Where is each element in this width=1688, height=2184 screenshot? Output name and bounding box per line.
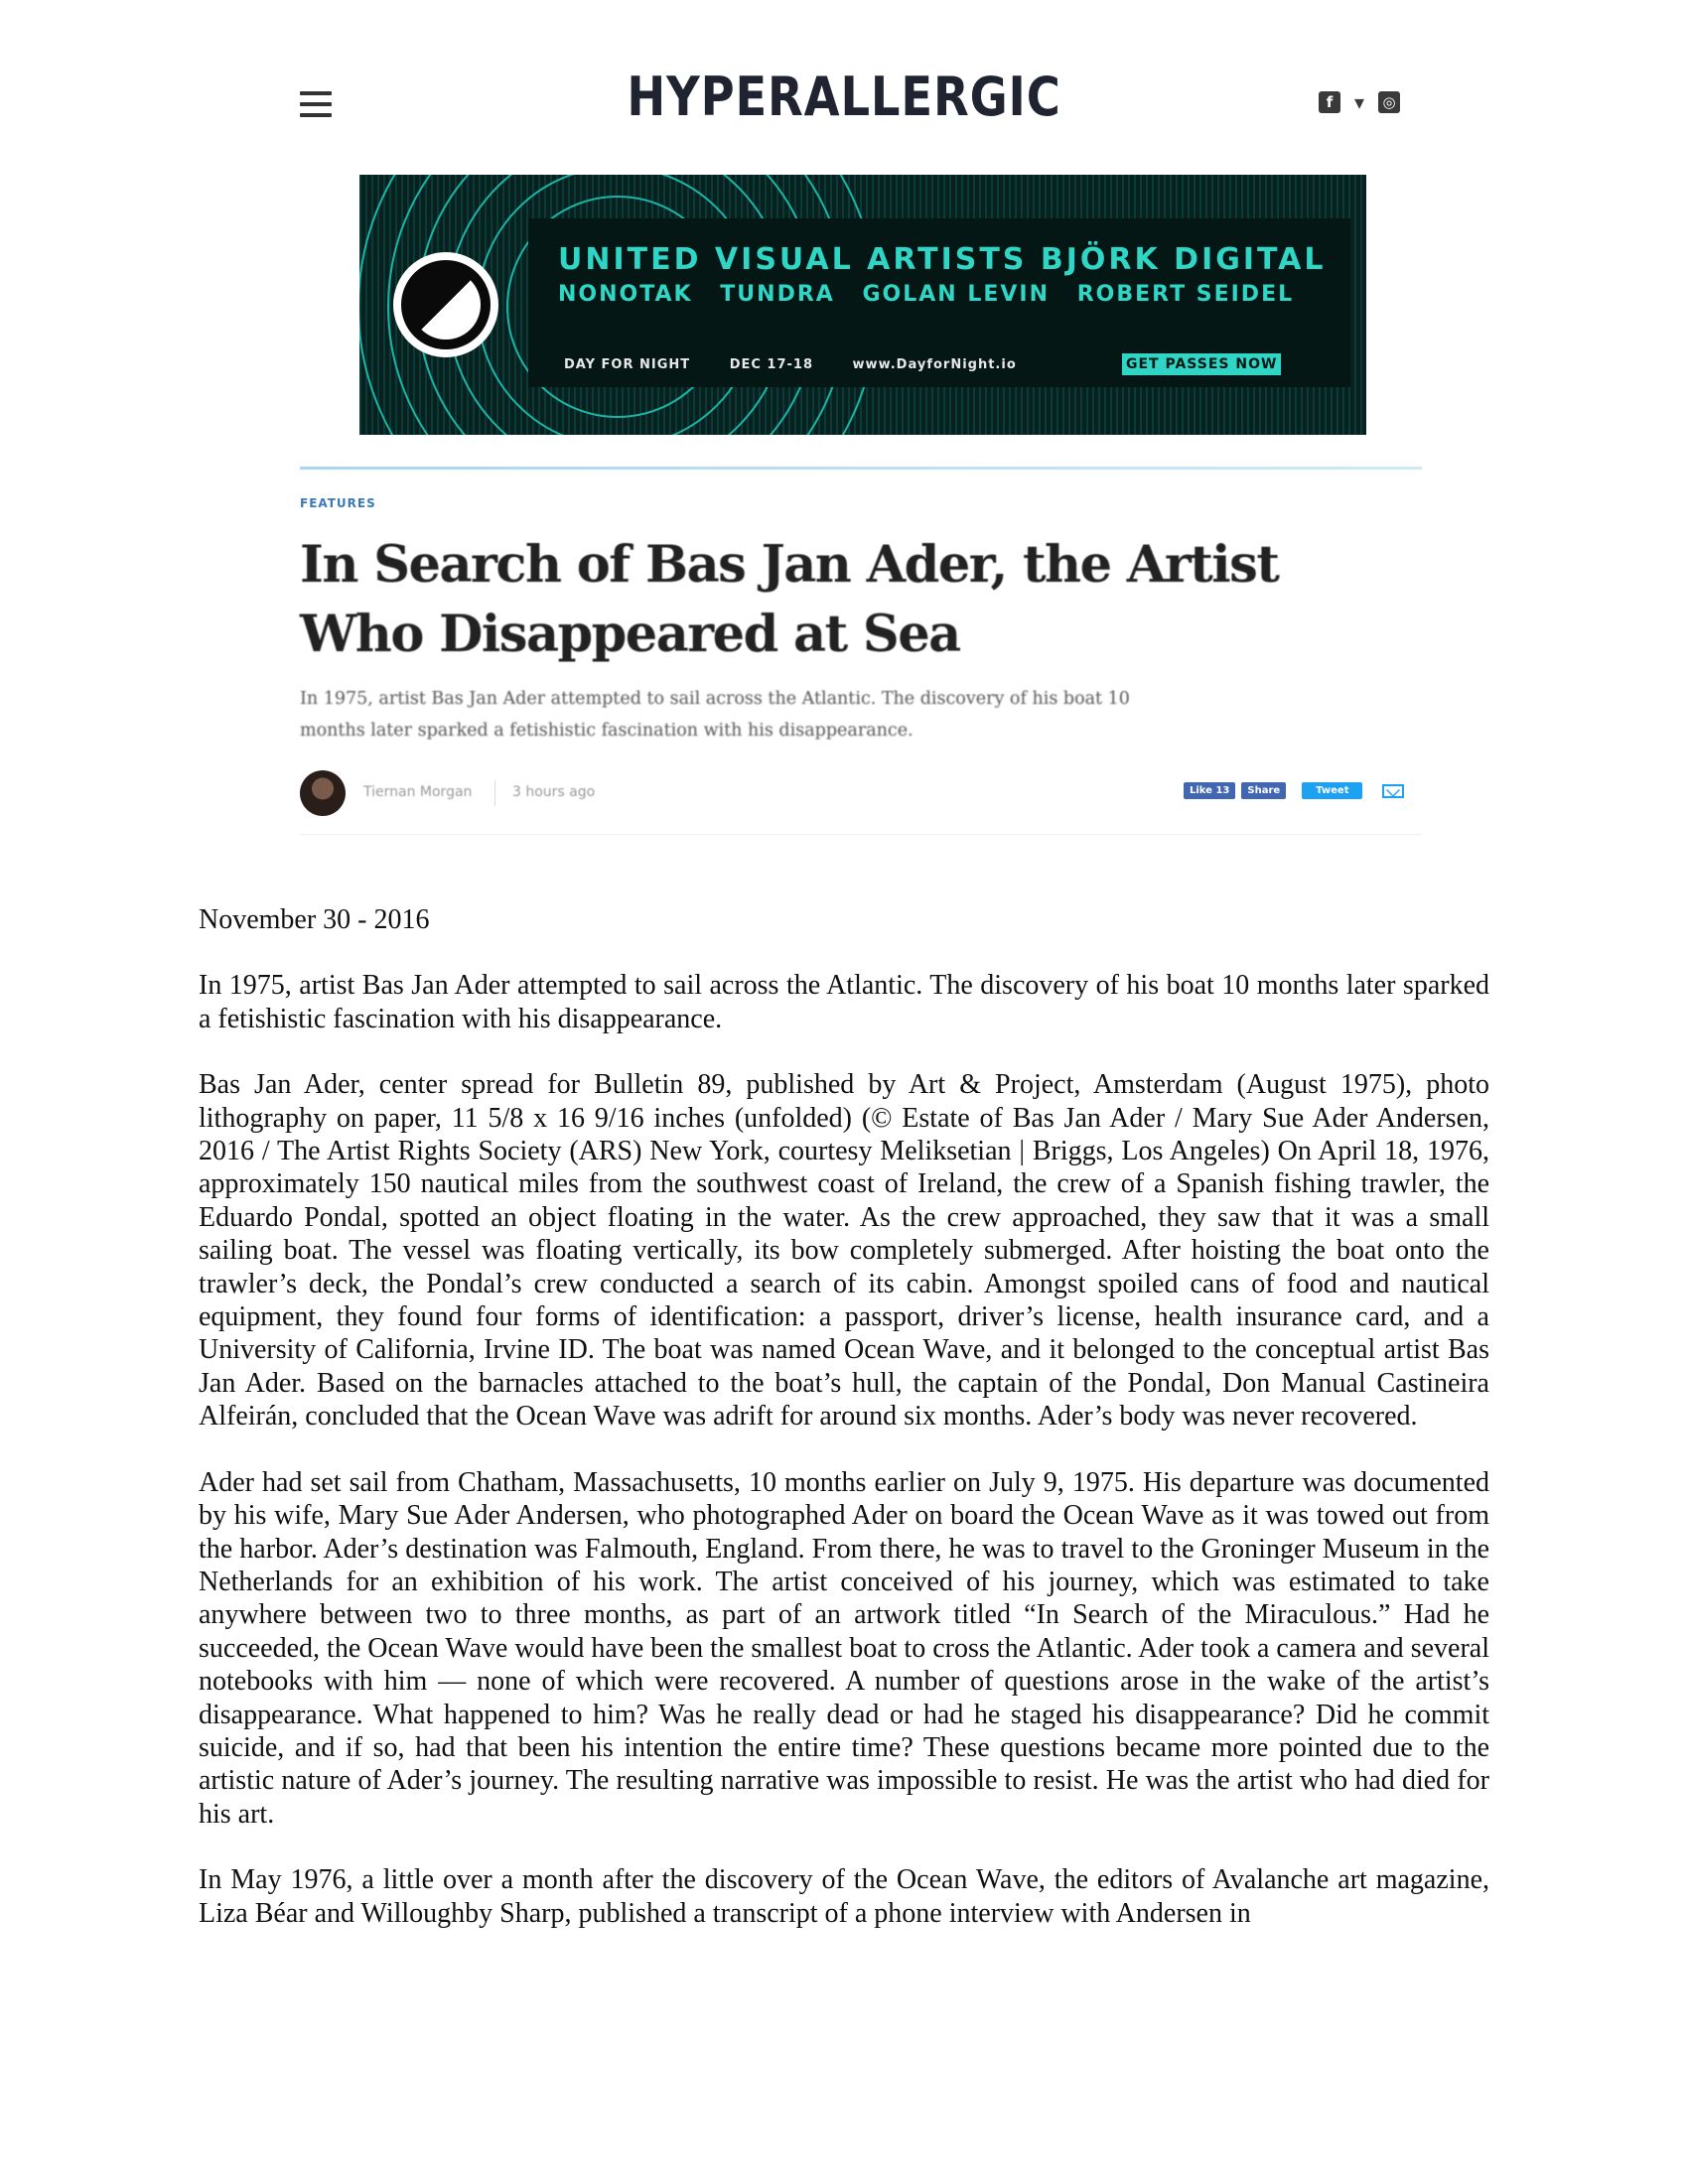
header-divider [300,467,1422,470]
site-header [0,0,1688,139]
get-passes-button[interactable]: GET PASSES NOW [1122,353,1281,375]
facebook-icon[interactable]: f [1319,91,1340,113]
article-header [300,496,1422,830]
ad-url[interactable]: www.DayforNight.io [852,357,1017,372]
byline [300,770,1422,830]
ad-name: NONOTAK [558,282,693,307]
avatar[interactable] [300,770,346,816]
facebook-share-button[interactable]: Share [1241,782,1286,799]
article-date: November 30 - 2016 [199,904,430,935]
author-name[interactable]: Tiernan Morgan [363,784,473,800]
tweet-button[interactable]: Tweet [1302,782,1362,799]
site-logo[interactable]: HYPERALLERGIC [627,66,1061,128]
article-header-rule [300,834,1422,835]
banner-ad[interactable] [359,175,1366,435]
ad-name: TUNDRA [720,282,835,307]
body-paragraph: Ader had set sail from Chatham, Massachusetts, 10 months earlier on July 9, 1975. His departure was documented by his wife, Mary Sue Ader Andersen, who photographed Ader on board the Ocean Wave as it was towed out from the harbor. Ader’s destination was Falmouth, England. From there, he was to travel to the Groninger Museum in the Netherlands for an exhibition of his work. The artist conceived of his journey, which was estimated to take anywhere between two to three months, as part of an artwork titled “In Search of the Miraculous.” Had he succeeded, the Ocean Wave would have been the smallest boat to cross the Atlantic. Ader took a camera and several notebooks with him — none of which were recovered. A number of questions arose in the wake of the artist’s disappearance. What happened to him? Was he really dead or had he staged his disappearance? Did he commit suicide, and if so, had that been his intention the entire time? These questions became more pointed due to the artistic nature of Ader’s journey. The resulting narrative was impossible to resist. He was the artist who had died for his art. [199,1466,1489,1830]
email-icon[interactable] [1382,784,1404,798]
social-links [1319,91,1400,113]
body-paragraph: Bas Jan Ader, center spread for Bulletin 89, published by Art & Project, Amsterdam (August 1975), photo lithography on paper, 11 5/8 x 16 9/16 inches (unfolded) (© Estate of Bas Jan Ader / Mary Sue Ader Andersen, 2016 / The Artist Rights Society (ARS) New York, courtesy Meliksetian | Briggs, Los Angeles) On April 18, 1976, approximately 150 nautical miles from the southwest coast of Ireland, the crew of a Spanish fishing trawler, the Eduardo Pondal, spotted an object floating in the water. As the crew approached, they saw that it was a small sailing boat. The vessel was floating vertically, its bow completely submerged. After hoisting the boat onto the trawler’s deck, the Pondal’s crew conducted a search of its cabin. Amongst spoiled cans of food and nautical equipment, they found four forms of identification: a passport, driver’s license, health insurance card, and a University of California, Irvine ID. The boat was named Ocean Wave, and it belonged to the conceptual artist Bas Jan Ader. Based on the barnacles attached to the boat’s hull, the captain of the Pondal, Don Manual Castineira Alfeirán, concluded that the Ocean Wave was adrift for around six months. Ader’s body was never recovered. [199,1069,1489,1433]
twitter-icon[interactable]: ▾ [1353,90,1365,114]
byline-separator [494,780,495,806]
ad-name: ROBERT SEIDEL [1076,282,1295,307]
ad-footer [564,357,1051,372]
day-for-night-logo-icon [393,252,498,357]
ad-name: GOLAN LEVIN [862,282,1051,307]
body-paragraph: In May 1976, a little over a month after the discovery of the Ocean Wave, the editors of Avalanche art magazine, Liza Béar and Willoughby Sharp, published a transcript of a phone interview with Andersen in [199,1864,1489,1929]
article-headline: In Search of Bas Jan Ader, the Artist Who Disappeared at Sea [300,535,1279,664]
ad-artist-names [558,282,1312,307]
section-tag[interactable]: FEATURES [300,496,376,510]
share-buttons [1184,782,1404,799]
instagram-icon[interactable]: ◎ [1378,91,1400,113]
ad-title: UNITED VISUAL ARTISTS BJÖRK DIGITAL [558,242,1327,277]
body-paragraph: In 1975, artist Bas Jan Ader attempted to sail across the Atlantic. The discovery of his boat 10 months later sparked a fetishistic fascination with his disappearance. [199,970,1489,1034]
timestamp: 3 hours ago [512,784,596,800]
facebook-like-button[interactable]: Like 13 [1184,782,1235,799]
ad-event-name: DAY FOR NIGHT [564,357,691,372]
ad-dates: DEC 17-18 [729,357,814,372]
article-body [199,903,1489,1963]
article-dek: In 1975, artist Bas Jan Ader attempted to sail across the Atlantic. The discovery of his boat 10 months later sparked a fetishistic fascination with his disappearance. [300,689,1130,741]
